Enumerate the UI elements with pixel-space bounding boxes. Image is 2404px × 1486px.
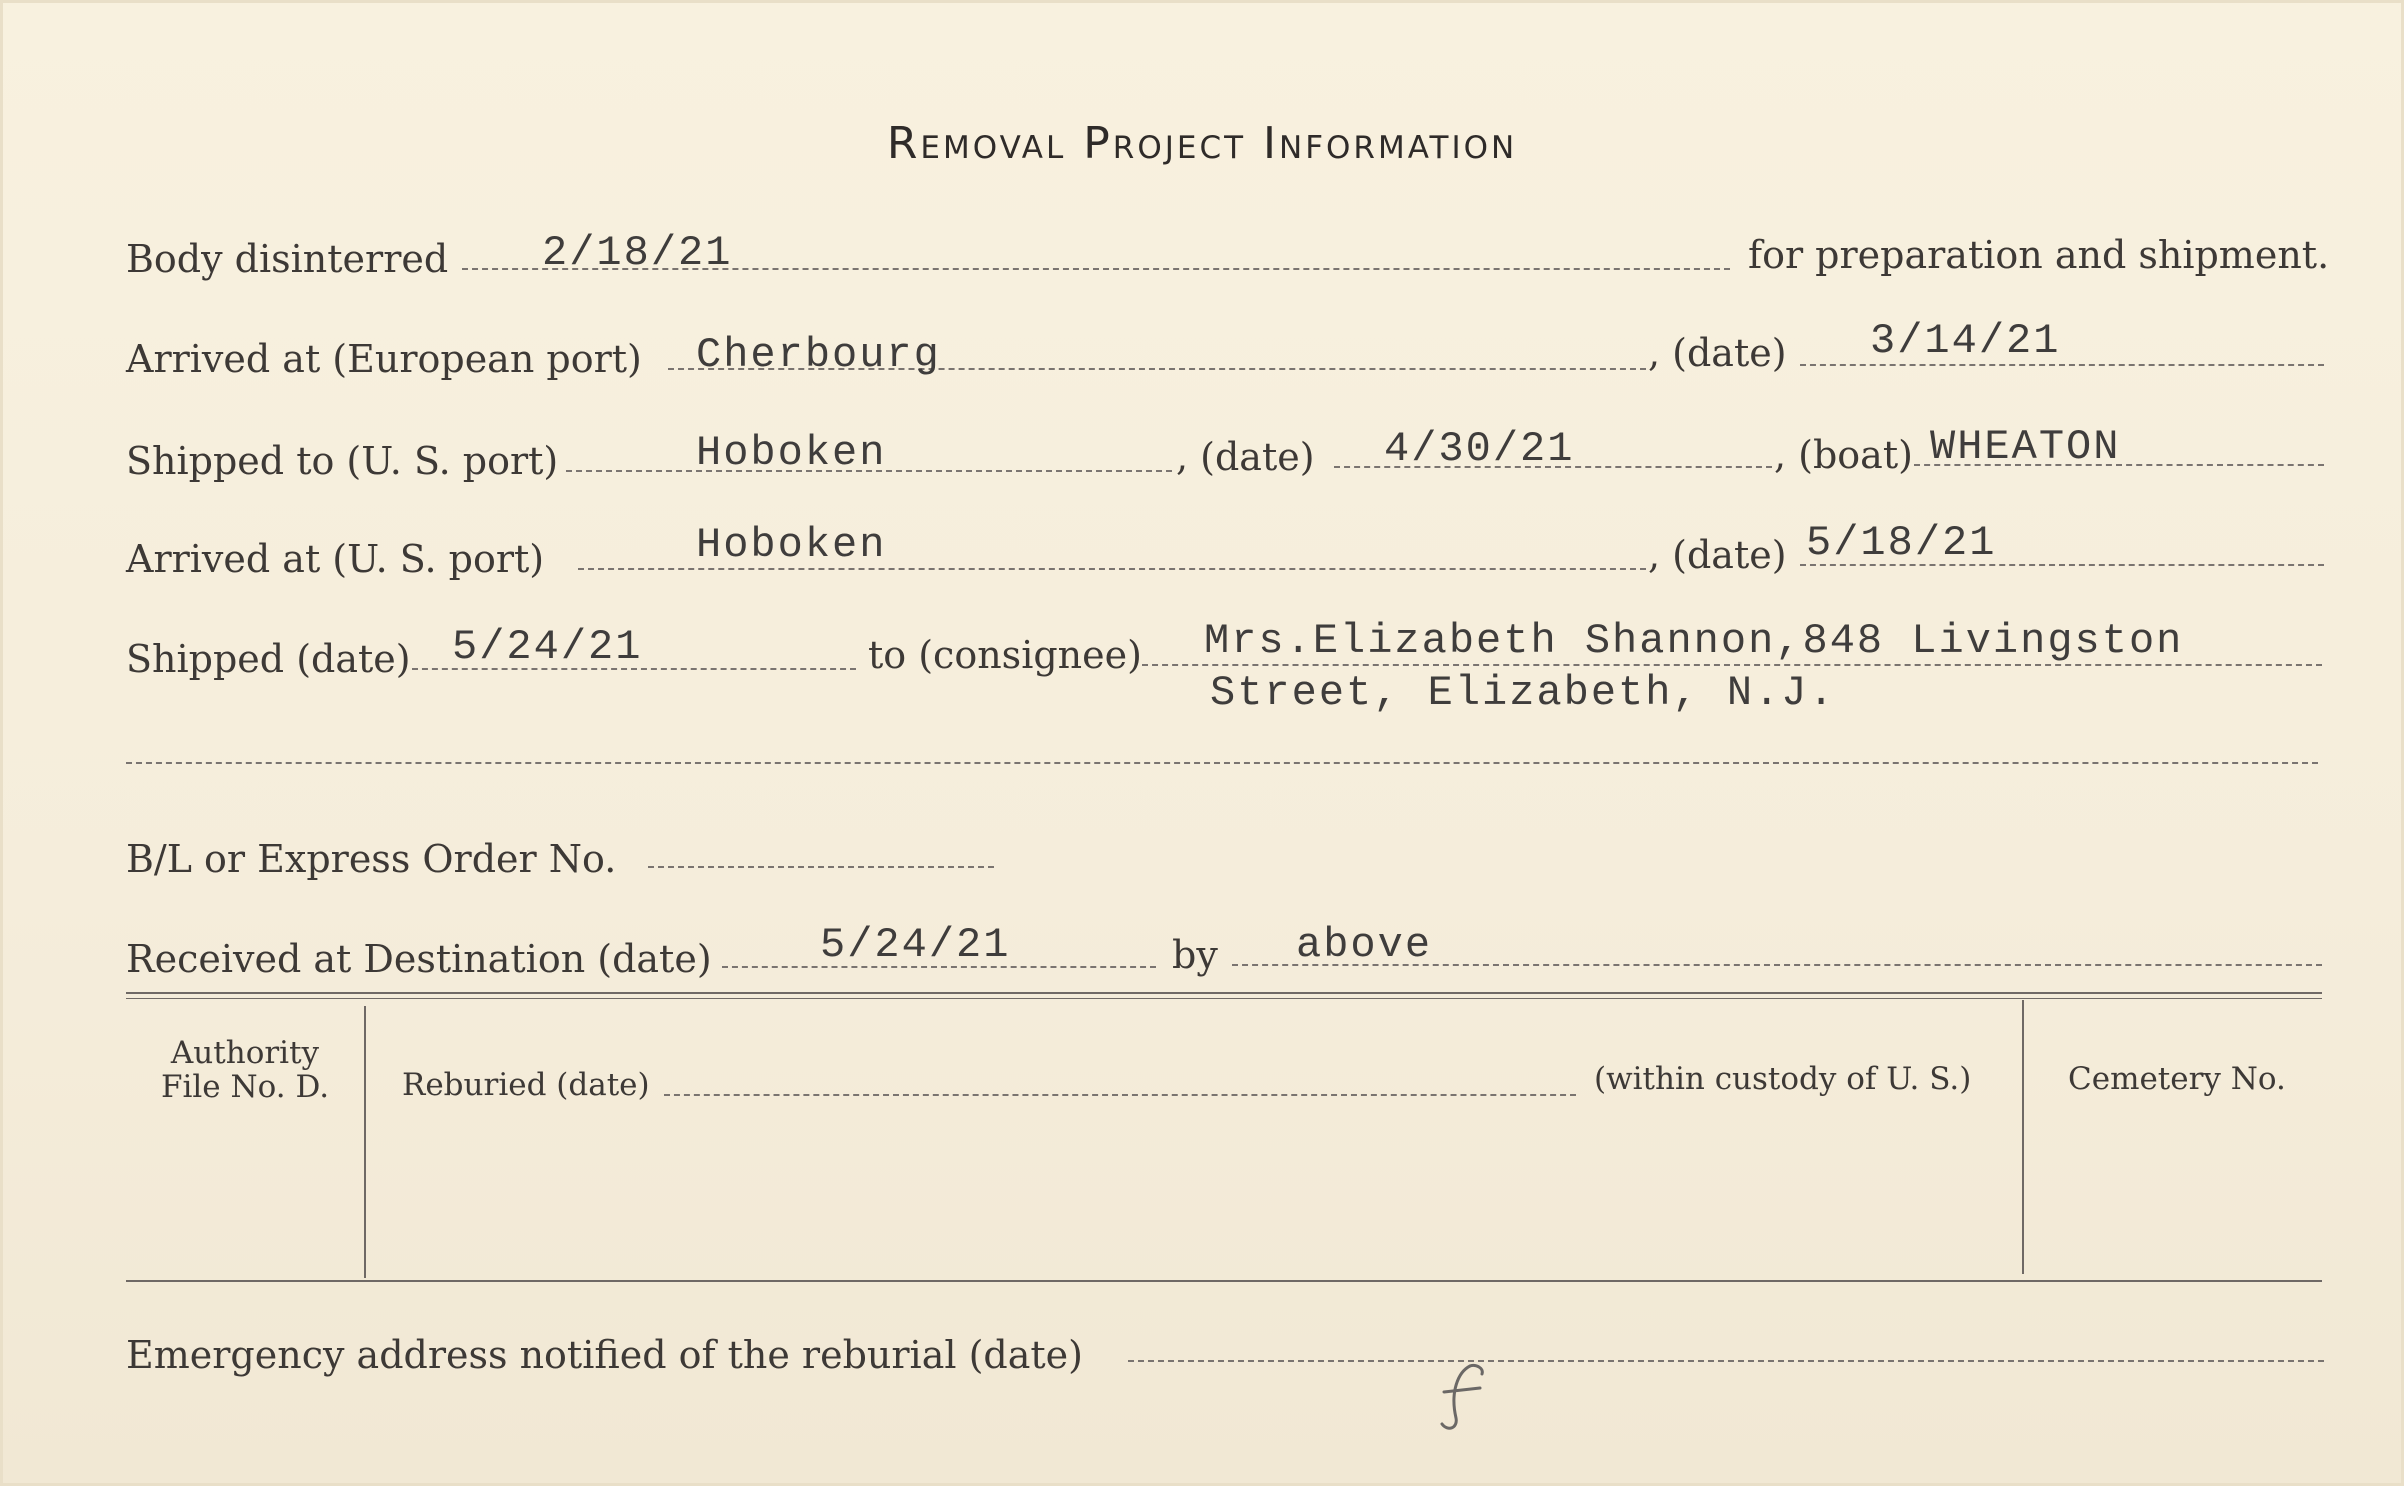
reburied-line (664, 1094, 1576, 1096)
shipped-us-port: Hoboken (696, 429, 887, 477)
consignee-line-2: Street, Elizabeth, N.J. (1210, 669, 1836, 717)
bl-line (648, 866, 994, 868)
arrived-europe-date: 3/14/21 (1870, 317, 2061, 365)
arrived-europe-label: Arrived at (European port) (126, 337, 642, 381)
consignee-label: to (consignee) (868, 633, 1142, 677)
arrived-europe-date-label: , (date) (1648, 331, 1787, 375)
table-divider-left (364, 1006, 366, 1278)
disinterred-suffix: for preparation and shipment. (1748, 233, 2330, 277)
blank-line (126, 762, 2318, 764)
authority-label-1: Authority (170, 1035, 320, 1071)
pencil-mark-icon (1430, 1362, 1500, 1434)
received-date: 5/24/21 (820, 921, 1011, 969)
shipped-us-label: Shipped to (U. S. port) (126, 439, 559, 483)
disinterred-label: Body disinterred (126, 237, 449, 281)
disinterred-date: 2/18/21 (542, 229, 733, 277)
table-top-rule-2 (126, 998, 2322, 999)
shipped-date: 5/24/21 (452, 623, 643, 671)
authority-label-2: File No. D. (160, 1069, 330, 1105)
arrived-us-label: Arrived at (U. S. port) (126, 537, 545, 581)
bl-label: B/L or Express Order No. (126, 837, 617, 881)
table-top-rule-1 (126, 992, 2322, 994)
cemetery-label: Cemetery No. (2068, 1061, 2286, 1097)
table-divider-right (2022, 1000, 2024, 1274)
shipped-us-date-label: , (date) (1176, 435, 1315, 479)
shipped-us-date: 4/30/21 (1384, 425, 1575, 473)
received-label: Received at Destination (date) (126, 937, 712, 981)
boat-label: , (boat) (1774, 433, 1913, 477)
consignee-line-1: Mrs.Elizabeth Shannon,848 Livingston (1204, 617, 2184, 665)
custody-label: (within custody of U. S.) (1594, 1061, 1972, 1097)
received-by: above (1296, 921, 1433, 969)
card-title: Removal Project Information (886, 118, 1518, 169)
arrived-europe-port: Cherbourg (696, 331, 941, 379)
received-by-label: by (1172, 933, 1218, 977)
emergency-label: Emergency address notified of the reburial (date) (126, 1333, 1083, 1377)
arrived-us-date: 5/18/21 (1806, 519, 1997, 567)
emergency-line (1128, 1360, 2324, 1362)
table-bottom-rule (126, 1280, 2322, 1282)
shipped-date-label: Shipped (date) (126, 637, 411, 681)
boat-name: WHEATON (1930, 423, 2121, 471)
arrived-us-port: Hoboken (696, 521, 887, 569)
handwritten-mark (1430, 1362, 1500, 1434)
arrived-us-date-label: , (date) (1648, 533, 1787, 577)
reburied-label: Reburied (date) (402, 1067, 650, 1103)
